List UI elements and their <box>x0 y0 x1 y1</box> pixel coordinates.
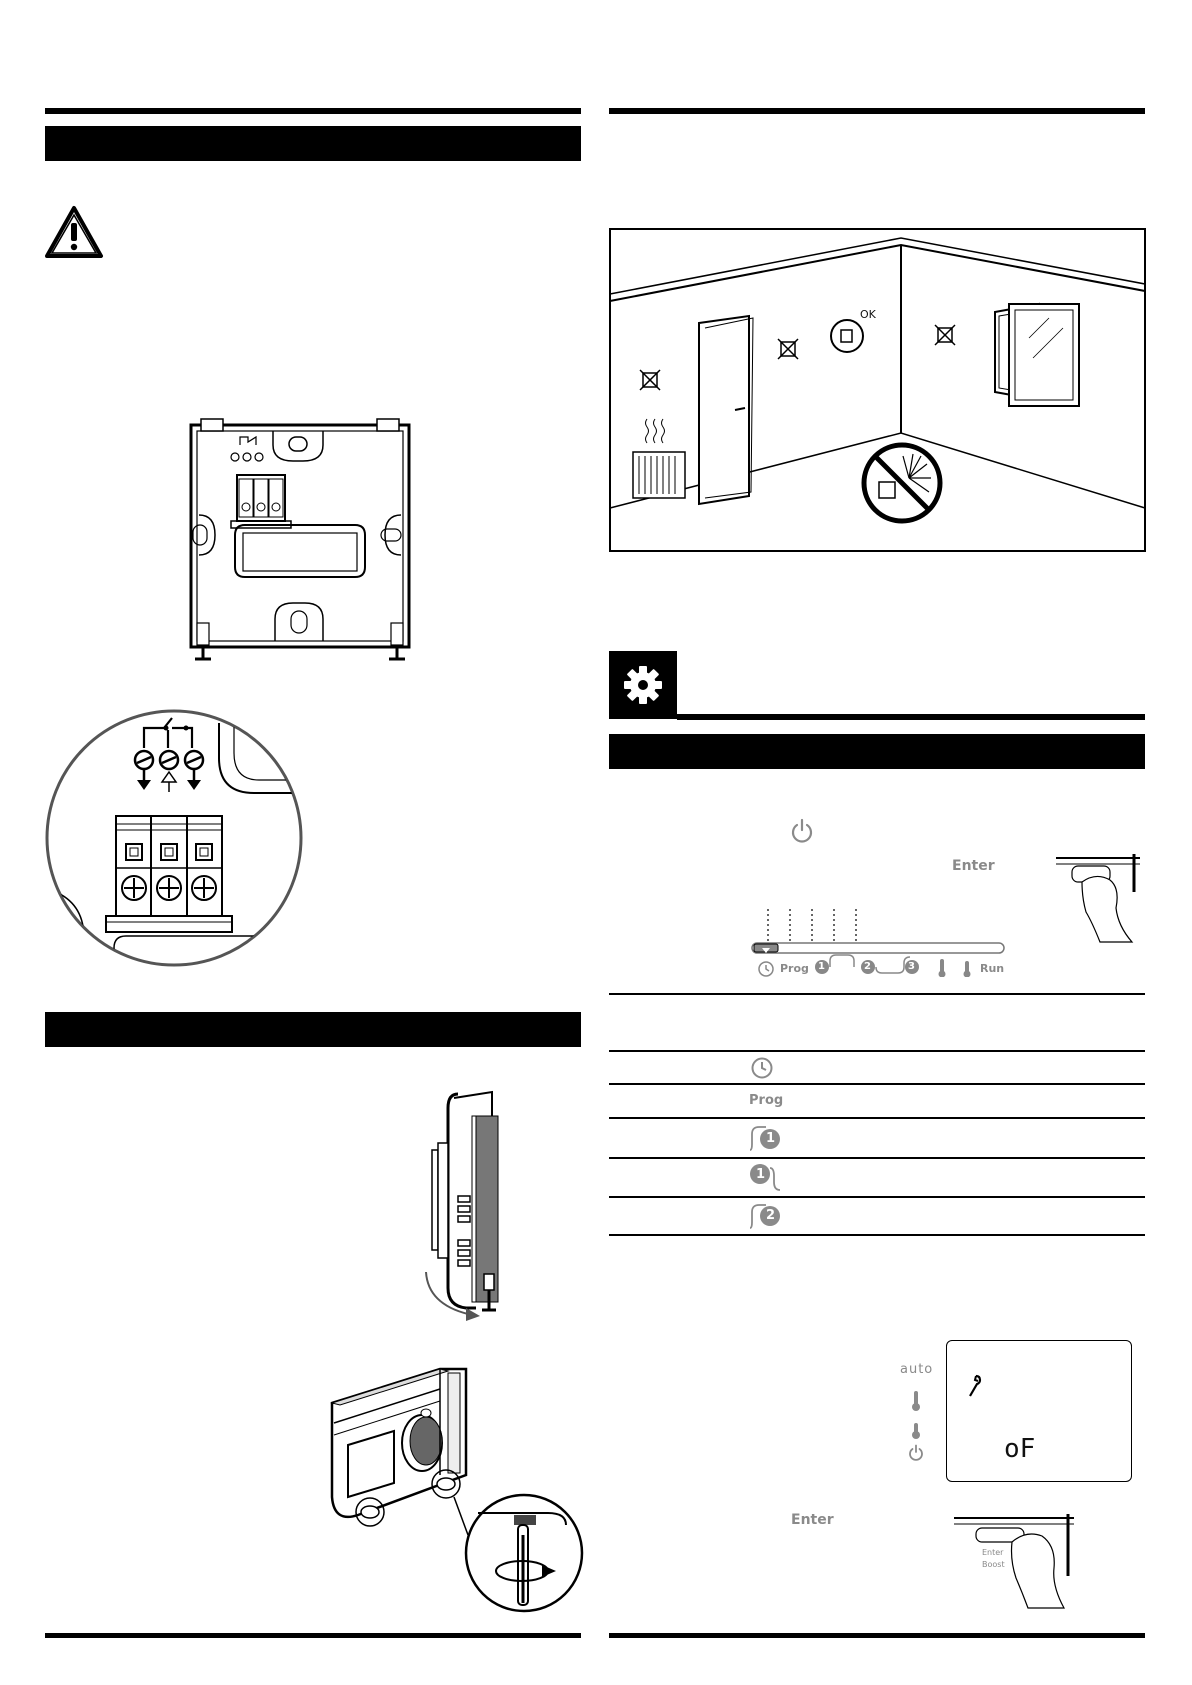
right-bottom-rule <box>609 1633 1145 1638</box>
base-plate-figure <box>185 415 415 665</box>
period-1-start-icon <box>748 1124 782 1152</box>
table-row-rule-1 <box>609 1083 1145 1085</box>
enter-label: Enter <box>952 858 995 874</box>
lcd-display <box>946 1340 1132 1482</box>
lcd-value: oF <box>1004 1434 1036 1464</box>
table-row-3-number: 2 <box>766 1208 776 1223</box>
hand-press-figure-2 <box>952 1512 1076 1610</box>
settings-gear-block <box>609 651 677 719</box>
table-row-rule-2 <box>609 1117 1145 1119</box>
table-row-rule-3 <box>609 1157 1145 1159</box>
side-mount-figure <box>418 1088 518 1328</box>
slider-mark-1: 1 <box>818 961 825 972</box>
thermometer-icon <box>910 1390 922 1412</box>
settings-underline <box>677 714 1145 720</box>
slider-run-label: Run <box>980 962 1005 975</box>
clock-icon <box>750 1056 778 1080</box>
period-2-start-icon <box>748 1202 782 1230</box>
table-row <box>750 1056 778 1080</box>
wrench-icon <box>964 1374 982 1398</box>
button-enter-label: Enter <box>982 1548 1004 1557</box>
hand-press-figure-1 <box>1054 852 1144 944</box>
warning-icon <box>44 205 104 259</box>
slider-mark-3: 3 <box>908 961 915 972</box>
table-row-1-number: 1 <box>766 1131 776 1146</box>
table-row <box>748 1202 782 1230</box>
thermostat-screw-figure <box>328 1365 584 1615</box>
mode-auto-label: auto <box>900 1362 934 1377</box>
slider-prog-label: Prog <box>780 962 809 975</box>
table-row <box>748 1124 782 1152</box>
gear-icon <box>609 651 677 719</box>
left-top-rule <box>45 108 581 114</box>
ok-label: OK <box>860 308 876 321</box>
thermometer-small-icon <box>910 1418 922 1440</box>
section-header-bar-2 <box>45 1012 581 1047</box>
button-boost-label: Boost <box>982 1560 1005 1569</box>
table-row-rule-4 <box>609 1196 1145 1198</box>
table-row-prog-label: Prog <box>749 1093 784 1108</box>
table-row-2-number: 1 <box>756 1167 766 1182</box>
power-icon-small <box>908 1444 924 1462</box>
power-icon <box>790 818 814 844</box>
section-header-bar-1 <box>45 126 581 161</box>
section-header-bar-3 <box>609 734 1145 769</box>
table-top-rule <box>609 993 1145 995</box>
terminal-block-zoom-figure <box>44 708 304 968</box>
enter-label-2: Enter <box>791 1512 834 1528</box>
table-bottom-rule <box>609 1234 1145 1236</box>
table-header-rule <box>609 1050 1145 1052</box>
room-placement-figure <box>609 228 1146 552</box>
right-top-rule <box>609 108 1145 114</box>
left-bottom-rule <box>45 1633 581 1638</box>
slider-mark-2: 2 <box>864 961 871 972</box>
